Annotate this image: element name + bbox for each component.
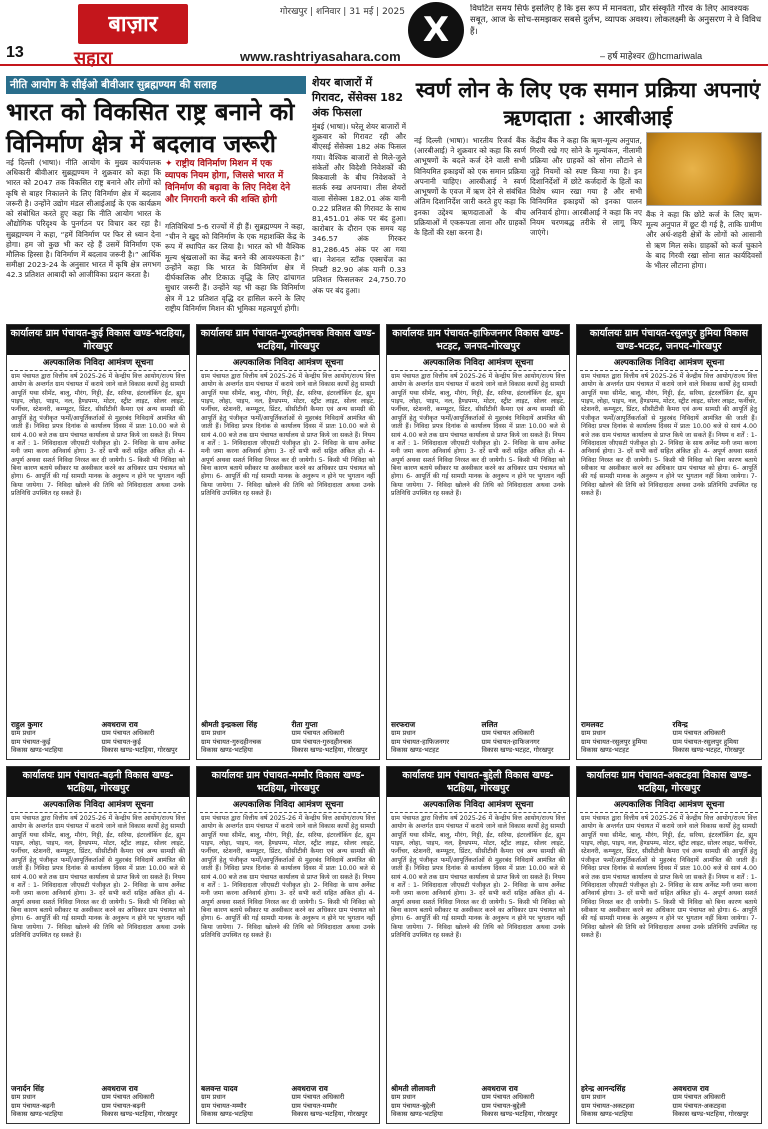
masthead — [0, 0, 768, 69]
signatory-pradhan: राहुल कुमार ग्राम प्रधान ग्राम पंचायत-कुई विकास खण्ड-भटहिया — [11, 719, 63, 755]
notice-body: ग्राम पंचायत द्वारा वित्तीय वर्ष 2025-26 में केन्द्रीय वित्त आयोग/राज्य वित्त आयोग के अन्तर्गत ग्राम पंचायत में कराये जाने वाले विकास कार्यों हेतु सामग्री आपूर्ति यथा सीमेंट, बालू, मौरंग, गिट्टी, ईंट, सरिया, इंटरलॉकिंग ईंट, ह्यूम पाइप, लोहा, पाइप, नल, हैण्डपम्प, मोटर, स्ट्रीट लाइट, सोलर लाइट, फर्नीचर, स्टेशनरी, कम्प्यूटर, प्रिंटर, सीसीटीवी कैमरा एवं अन्य सामग्री की आपूर्ति हेतु पंजीकृत फर्मों/आपूर्तिकर्ताओं से मुहरबंद निविदायें आमंत्रित की जाती हैं। निविदा प्रपत्र दिनांक से कार्यालय दिवस में प्रातः 10.00 बजे से सायं 4.00 बजे तक ग्राम पंचायत कार्यालय से प्राप्त किये जा सकते हैं। नियम व शर्तें : 1- निविदादाता जीएसटी पंजीकृत हो। 2- निविदा के साथ अर्नेस्ट मनी जमा करना अनिवार्य होगा। 3- दरें सभी करों सहित अंकित हों। 4- अपूर्ण अथवा सशर्त निविदा निरस्त कर दी जायेगी। 5- किसी भी निविदा को बिना कारण बताये स्वीकार या अस्वीकार करने का अधिकार ग्राम पंचायत को होगा। 6- आपूर्ति की गई सामग्री मानक के अनुरूप न होने पर भुगतान नहीं किया जायेगा। 7- निविदा खोलने की तिथि को निविदादाता अथवा उनके प्रतिनिधि उपस्थित रह सकते हैं। — [11, 373, 185, 498]
tender-notice — [196, 324, 380, 760]
page-number: 13 — [6, 44, 24, 61]
signatory-officer: अवधराज राव ग्राम पंचायत अधिकारी ग्राम पंचायत-बढ़नी विकास खण्ड-भटहिया, गोरखपुर — [101, 1083, 178, 1119]
notice-title: कार्यालयः ग्राम पंचायत-बुद्देली विकास खण्ड-भटहिया, गोरखपुर — [387, 767, 569, 797]
notice-signatures — [391, 720, 565, 755]
signatory-name: अवधराज राव — [101, 719, 138, 729]
signatory-officer: अवधराज राव ग्राम पंचायत अधिकारी ग्राम पंचायत-कुई विकास खण्ड-भटहिया, गोरखपुर — [101, 719, 178, 755]
signatory-officer: रविन्द्र ग्राम पंचायत अधिकारी ग्राम पंचायत-रसुलपुर हुमिया विकास खण्ड-भटहट, गोरखपुर — [672, 719, 745, 755]
tender-notice — [196, 766, 380, 1124]
notice-title: कार्यालयः ग्राम पंचायत-गुरुदहीनचक विकास खण्ड-भटहिया, गोरखपुर — [197, 325, 379, 355]
section-logo: बाज़ार — [78, 4, 188, 44]
signatory-name: सरफराज — [391, 719, 416, 729]
signatory-name: ललित — [481, 719, 498, 729]
notice-title: कार्यालयः ग्राम पंचायत-अकटहवा विकास खण्ड-भटहिया, गोरखपुर — [577, 767, 761, 797]
site-url[interactable]: www.rashtriyasahara.com — [240, 49, 401, 64]
notice-subtitle: अल्पकालिक निविदा आमंत्रण सूचना — [200, 355, 376, 371]
notice-subtitle: अल्पकालिक निविदा आमंत्रण सूचना — [580, 355, 758, 371]
signatory-pradhan: बलवन्त यादव ग्राम प्रधान ग्राम पंचायत-मम्मौर विकास खण्ड-भटहिया — [201, 1083, 253, 1119]
tender-notice — [386, 766, 570, 1124]
signatory-pradhan: सरफराज ग्राम प्रधान ग्राम पंचायत-हाफिजनगर विकास खण्ड-भटहट — [391, 719, 450, 755]
signatory-officer: रीता गुप्ता ग्राम पंचायत अधिकारी ग्राम पंचायत-गुरुदहीनचक विकास खण्ड-भटहिया, गोरखपुर — [291, 719, 368, 755]
signatory-name: अवधराज राव — [481, 1083, 518, 1093]
story2-headline: शेयर बाजारों में गिरावट, सेंसेक्स 182 अंक फिसला — [312, 76, 404, 119]
signatory-name: श्रीमती इन्द्रकला सिंह — [201, 719, 258, 729]
notice-signatures — [581, 1084, 757, 1119]
signatory-pradhan: हरेन्द्र आनन्दसिंह ग्राम प्रधान ग्राम पंचायत-अकटहवा विकास खण्ड-भटहिया — [581, 1083, 635, 1119]
x-handle: – हर्ष माहेश्वर @hcmariwala — [600, 51, 703, 61]
notice-signatures — [201, 1084, 375, 1119]
notice-subtitle: अल्पकालिक निविदा आमंत्रण सूचना — [10, 797, 186, 813]
signatory-name: रीता गुप्ता — [291, 719, 318, 729]
signatory-name: रामलवट — [581, 719, 604, 729]
story1-headline: भारत को विकसित राष्ट्र बनाने को विनिर्माण क्षेत्र में बदलाव जरूरी — [6, 97, 295, 158]
signatory-name: श्रीमती लीलावती — [391, 1083, 436, 1093]
notice-signatures — [581, 720, 757, 755]
notice-title: कार्यालयः ग्राम पंचायत-रसुलपुर हुमिया विकास खण्ड-भटहट, जनपद-गोरखपुर — [577, 325, 761, 355]
tender-notice — [386, 324, 570, 760]
notice-title: कार्यालयः ग्राम पंचायत-मम्मौर विकास खण्ड-भटहिया, गोरखपुर — [197, 767, 379, 797]
story3-body-col1: नई दिल्ली (भाषा)। भारतीय रिजर्व बैंक (आरबीआई) ने शुक्रवार को कहा कि स्वर्ण आभूषणों के बदले कर्ज देने वाली सभी विनियमित इकाइयों को एक समान प्रक्रिया अपनानी चाहिए। आरबीआई ने स्वर्ण आभूषणों के एवज में ऋण देने से संबंधित अंतिम दिशानिर्देश जारी करते हुए कहा कि इनका उद्देश्य ऋणदाताओं के बीच प्रक्रियाओं में एकरूपता लाना और ग्राहकों के हितों की रक्षा करना है। — [414, 136, 526, 237]
notice-signatures — [11, 1084, 185, 1119]
signatory-name: जनार्दन सिंह — [11, 1083, 44, 1093]
notice-signatures — [391, 1084, 565, 1119]
story3-headline: स्वर्ण लोन के लिए एक समान प्रक्रिया अपनाएं ऋणदाता : आरबीआई — [415, 77, 761, 131]
story1-body-col2: गतिविधियां 5-6 राज्यों में ही हैं। सुब्रह्मण्यम ने कहा, “चीन ने खुद को विनिर्माण के एक महाशक्ति केंद्र के रूप में स्थापित कर लिया है। भारत को भी वैश्विक मूल्य श्रृंखलाओं का केंद्र बनने की आवश्यकता है।” उन्होंने कहा कि भारत के विनिर्माण क्षेत्र में दीर्घकालिक और टिकाऊ वृद्धि के लिए ढांचागत सुधार जरूरी हैं। उन्होंने यह भी कहा कि विनिर्माण क्षेत्र में 12 प्रतिशत वृद्धि दर हासिल करने के लिए राष्ट्रीय विनिर्माण मिशन की भूमिका महत्वपूर्ण होगी। — [165, 222, 305, 313]
signatory-pradhan: श्रीमती लीलावती ग्राम प्रधान ग्राम पंचायत-बुद्देली विकास खण्ड-भटहिया — [391, 1083, 443, 1119]
tender-notice — [6, 324, 190, 760]
tender-notice — [576, 324, 762, 760]
notice-subtitle: अल्पकालिक निविदा आमंत्रण सूचना — [390, 355, 566, 371]
notice-signatures — [201, 720, 375, 755]
signatory-name: अवधराज राव — [291, 1083, 328, 1093]
story1-body-col1: नई दिल्ली (भाषा)। नीति आयोग के मुख्य कार्यपालक अधिकारी बीवीआर सुब्रह्मण्यम ने शुक्रवार को कहा कि भारत को 2047 तक विकसित राष्ट्र बनाने और लोगों को कृषि से बाहर निकालने के लिए विनिर्माण क्षेत्र में बदलाव जरूरी है। उन्होंने उद्योग मंडल सीआईआई के एक कार्यक्रम को संबोधित करते हुए कहा कि नीति आयोग भारत के औद्योगिक परिदृश्य के पुनर्गठन पर विचार कर रहा है। सुब्रह्मण्यम ने कहा, “हमें विनिर्माण पर फिर से ध्यान देना होगा। हम जो कुछ भी कर रहे हैं उसमें विनिर्माण एक मौलिक हिस्सा है। विनिर्माण में बदलाव जरूरी है।” आर्थिक समीक्षा 2023-24 के अनुसार भारत में कृषि क्षेत्र लगभग 42.3 प्रतिशत आबादी को आजीविका प्रदान करता है। — [6, 158, 161, 280]
story3-body-col2: केंद्रीय बैंक ने कहा कि ऋण-मूल्य अनुपात, गिरवी रखे गए सोने के मूल्यांकन, नीलामी प्रक्रिया और ग्राहकों को सोना लौटाने से जुड़े नियमों को स्पष्ट किया गया है। इन दिशानिर्देशों में छोटे कर्जदारों के हितों का विशेष ध्यान रखा गया है और सभी विनियमित इकाइयों को इनका पालन अनिवार्य होगा। आरबीआई ने कहा कि नए नियम चरणबद्ध तरीके से लागू किए जाएंगे। — [530, 136, 642, 237]
signatory-officer: ललित ग्राम पंचायत अधिकारी ग्राम पंचायत-हाफिजनगर विकास खण्ड-भटहट, गोरखपुर — [481, 719, 554, 755]
story3-body-col3: बैंक ने कहा कि छोटे कर्ज के लिए ऋण-मूल्य अनुपात में छूट दी गई है, ताकि ग्रामीण और अर्ध-शहरी क्षेत्रों के लोगों को आसानी से ऋण मिल सके। ग्राहकों को कर्ज चुकाने के बाद गिरवी रखा सोना सात कार्यदिवसों के भीतर लौटाना होगा। — [646, 210, 762, 271]
story2-body: मुंबई (भाषा)। घरेलू शेयर बाजारों में शुक्रवार को गिरावट रही और बीएसई सेंसेक्स 182 अंक फिसल गया। वैश्विक बाजारों से मिले-जुले संकेतों और विदेशी निवेशकों की बिकवाली के बीच निवेशकों ने सतर्क रुख अपनाया। तीस शेयरों वाला सेंसेक्स 182.01 अंक यानी 0.22 प्रतिशत की गिरावट के साथ 81,451.01 अंक पर बंद हुआ। कारोबार के दौरान एक समय यह 346.57 अंक गिरकर 81,286.45 अंक पर आ गया था। नेशनल स्टॉक एक्सचेंज का निफ्टी 82.90 अंक यानी 0.33 प्रतिशत फिसलकर 24,750.70 अंक पर बंद हुआ। — [312, 122, 406, 295]
tender-notice — [576, 766, 762, 1124]
signatory-pradhan: रामलवट ग्राम प्रधान ग्राम पंचायत-रसुलपुर हुमिया विकास खण्ड-भटहट — [581, 719, 647, 755]
brand-logo: सहारा — [74, 48, 113, 69]
signatory-name: अवधराज राव — [672, 1083, 709, 1093]
signatory-pradhan: श्रीमती इन्द्रकला सिंह ग्राम प्रधान ग्राम पंचायत-गुरुदहीनचक विकास खण्ड-भटहिया — [201, 719, 262, 755]
story1-kicker: नीति आयोग के सीईओ बीवीआर सुब्रह्मण्यम की सलाह — [6, 76, 306, 94]
signatory-officer: अवधराज राव ग्राम पंचायत अधिकारी ग्राम पंचायत-मम्मौर विकास खण्ड-भटहिया, गोरखपुर — [291, 1083, 368, 1119]
notice-body: ग्राम पंचायत द्वारा वित्तीय वर्ष 2025-26 में केन्द्रीय वित्त आयोग/राज्य वित्त आयोग के अन्तर्गत ग्राम पंचायत में कराये जाने वाले विकास कार्यों हेतु सामग्री आपूर्ति यथा सीमेंट, बालू, मौरंग, गिट्टी, ईंट, सरिया, इंटरलॉकिंग ईंट, ह्यूम पाइप, लोहा, पाइप, नल, हैण्डपम्प, मोटर, स्ट्रीट लाइट, सोलर लाइट, फर्नीचर, स्टेशनरी, कम्प्यूटर, प्रिंटर, सीसीटीवी कैमरा एवं अन्य सामग्री की आपूर्ति हेतु पंजीकृत फर्मों/आपूर्तिकर्ताओं से मुहरबंद निविदायें आमंत्रित की जाती हैं। निविदा प्रपत्र दिनांक से कार्यालय दिवस में प्रातः 10.00 बजे से सायं 4.00 बजे तक ग्राम पंचायत कार्यालय से प्राप्त किये जा सकते हैं। नियम व शर्तें : 1- निविदादाता जीएसटी पंजीकृत हो। 2- निविदा के साथ अर्नेस्ट मनी जमा करना अनिवार्य होगा। 3- दरें सभी करों सहित अंकित हों। 4- अपूर्ण अथवा सशर्त निविदा निरस्त कर दी जायेगी। 5- किसी भी निविदा को बिना कारण बताये स्वीकार या अस्वीकार करने का अधिकार ग्राम पंचायत को होगा। 6- आपूर्ति की गई सामग्री मानक के अनुरूप न होने पर भुगतान नहीं किया जायेगा। 7- निविदा खोलने की तिथि को निविदादाता अथवा उनके प्रतिनिधि उपस्थित रह सकते हैं। — [11, 815, 185, 940]
notice-subtitle: अल्पकालिक निविदा आमंत्रण सूचना — [390, 797, 566, 813]
gold-jewellery-image — [646, 132, 762, 206]
signatory-name: बलवन्त यादव — [201, 1083, 238, 1093]
notice-body: ग्राम पंचायत द्वारा वित्तीय वर्ष 2025-26 में केन्द्रीय वित्त आयोग/राज्य वित्त आयोग के अन्तर्गत ग्राम पंचायत में कराये जाने वाले विकास कार्यों हेतु सामग्री आपूर्ति यथा सीमेंट, बालू, मौरंग, गिट्टी, ईंट, सरिया, इंटरलॉकिंग ईंट, ह्यूम पाइप, लोहा, पाइप, नल, हैण्डपम्प, मोटर, स्ट्रीट लाइट, सोलर लाइट, फर्नीचर, स्टेशनरी, कम्प्यूटर, प्रिंटर, सीसीटीवी कैमरा एवं अन्य सामग्री की आपूर्ति हेतु पंजीकृत फर्मों/आपूर्तिकर्ताओं से मुहरबंद निविदायें आमंत्रित की जाती हैं। निविदा प्रपत्र दिनांक से कार्यालय दिवस में प्रातः 10.00 बजे से सायं 4.00 बजे तक ग्राम पंचायत कार्यालय से प्राप्त किये जा सकते हैं। नियम व शर्तें : 1- निविदादाता जीएसटी पंजीकृत हो। 2- निविदा के साथ अर्नेस्ट मनी जमा करना अनिवार्य होगा। 3- दरें सभी करों सहित अंकित हों। 4- अपूर्ण अथवा सशर्त निविदा निरस्त कर दी जायेगी। 5- किसी भी निविदा को बिना कारण बताये स्वीकार या अस्वीकार करने का अधिकार ग्राम पंचायत को होगा। 6- आपूर्ति की गई सामग्री मानक के अनुरूप न होने पर भुगतान नहीं किया जायेगा। 7- निविदा खोलने की तिथि को निविदादाता अथवा उनके प्रतिनिधि उपस्थित रह सकते हैं। — [391, 815, 565, 940]
signatory-pradhan: जनार्दन सिंह ग्राम प्रधान ग्राम पंचायत-बढ़नी विकास खण्ड-भटहिया — [11, 1083, 63, 1119]
tender-notice — [6, 766, 190, 1124]
signatory-officer: अवधराज राव ग्राम पंचायत अधिकारी ग्राम पंचायत-अकटहवा विकास खण्ड-भटहिया, गोरखपुर — [672, 1083, 749, 1119]
notice-title: कार्यालयः ग्राम पंचायत-बढ़नी विकास खण्ड-भटहिया, गोरखपुर — [7, 767, 189, 797]
notice-body: ग्राम पंचायत द्वारा वित्तीय वर्ष 2025-26 में केन्द्रीय वित्त आयोग/राज्य वित्त आयोग के अन्तर्गत ग्राम पंचायत में कराये जाने वाले विकास कार्यों हेतु सामग्री आपूर्ति यथा सीमेंट, बालू, मौरंग, गिट्टी, ईंट, सरिया, इंटरलॉकिंग ईंट, ह्यूम पाइप, लोहा, पाइप, नल, हैण्डपम्प, मोटर, स्ट्रीट लाइट, सोलर लाइट, फर्नीचर, स्टेशनरी, कम्प्यूटर, प्रिंटर, सीसीटीवी कैमरा एवं अन्य सामग्री की आपूर्ति हेतु पंजीकृत फर्मों/आपूर्तिकर्ताओं से मुहरबंद निविदायें आमंत्रित की जाती हैं। निविदा प्रपत्र दिनांक से कार्यालय दिवस में प्रातः 10.00 बजे से सायं 4.00 बजे तक ग्राम पंचायत कार्यालय से प्राप्त किये जा सकते हैं। नियम व शर्तें : 1- निविदादाता जीएसटी पंजीकृत हो। 2- निविदा के साथ अर्नेस्ट मनी जमा करना अनिवार्य होगा। 3- दरें सभी करों सहित अंकित हों। 4- अपूर्ण अथवा सशर्त निविदा निरस्त कर दी जायेगी। 5- किसी भी निविदा को बिना कारण बताये स्वीकार या अस्वीकार करने का अधिकार ग्राम पंचायत को होगा। 6- आपूर्ति की गई सामग्री मानक के अनुरूप न होने पर भुगतान नहीं किया जायेगा। 7- निविदा खोलने की तिथि को निविदादाता अथवा उनके प्रतिनिधि उपस्थित रह सकते हैं। — [391, 373, 565, 498]
signatory-officer: अवधराज राव ग्राम पंचायत अधिकारी ग्राम पंचायत-बुद्देली विकास खण्ड-भटहिया, गोरखपुर — [481, 1083, 558, 1119]
notice-subtitle: अल्पकालिक निविदा आमंत्रण सूचना — [200, 797, 376, 813]
notice-subtitle: अल्पकालिक निविदा आमंत्रण सूचना — [580, 797, 758, 813]
notice-signatures — [11, 720, 185, 755]
notice-body: ग्राम पंचायत द्वारा वित्तीय वर्ष 2025-26 में केन्द्रीय वित्त आयोग/राज्य वित्त आयोग के अन्तर्गत ग्राम पंचायत में कराये जाने वाले विकास कार्यों हेतु सामग्री आपूर्ति यथा सीमेंट, बालू, मौरंग, गिट्टी, ईंट, सरिया, इंटरलॉकिंग ईंट, ह्यूम पाइप, लोहा, पाइप, नल, हैण्डपम्प, मोटर, स्ट्रीट लाइट, सोलर लाइट, फर्नीचर, स्टेशनरी, कम्प्यूटर, प्रिंटर, सीसीटीवी कैमरा एवं अन्य सामग्री की आपूर्ति हेतु पंजीकृत फर्मों/आपूर्तिकर्ताओं से मुहरबंद निविदायें आमंत्रित की जाती हैं। निविदा प्रपत्र दिनांक से कार्यालय दिवस में प्रातः 10.00 बजे से सायं 4.00 बजे तक ग्राम पंचायत कार्यालय से प्राप्त किये जा सकते हैं। नियम व शर्तें : 1- निविदादाता जीएसटी पंजीकृत हो। 2- निविदा के साथ अर्नेस्ट मनी जमा करना अनिवार्य होगा। 3- दरें सभी करों सहित अंकित हों। 4- अपूर्ण अथवा सशर्त निविदा निरस्त कर दी जायेगी। 5- किसी भी निविदा को बिना कारण बताये स्वीकार या अस्वीकार करने का अधिकार ग्राम पंचायत को होगा। 6- आपूर्ति की गई सामग्री मानक के अनुरूप न होने पर भुगतान नहीं किया जायेगा। 7- निविदा खोलने की तिथि को निविदादाता अथवा उनके प्रतिनिधि उपस्थित रह सकते हैं। — [581, 815, 757, 940]
notice-subtitle: अल्पकालिक निविदा आमंत्रण सूचना — [10, 355, 186, 371]
notice-title: कार्यालयः ग्राम पंचायत-कुई विकास खण्ड-भटहिया, गोरखपुर — [7, 325, 189, 355]
notice-body: ग्राम पंचायत द्वारा वित्तीय वर्ष 2025-26 में केन्द्रीय वित्त आयोग/राज्य वित्त आयोग के अन्तर्गत ग्राम पंचायत में कराये जाने वाले विकास कार्यों हेतु सामग्री आपूर्ति यथा सीमेंट, बालू, मौरंग, गिट्टी, ईंट, सरिया, इंटरलॉकिंग ईंट, ह्यूम पाइप, लोहा, पाइप, नल, हैण्डपम्प, मोटर, स्ट्रीट लाइट, सोलर लाइट, फर्नीचर, स्टेशनरी, कम्प्यूटर, प्रिंटर, सीसीटीवी कैमरा एवं अन्य सामग्री की आपूर्ति हेतु पंजीकृत फर्मों/आपूर्तिकर्ताओं से मुहरबंद निविदायें आमंत्रित की जाती हैं। निविदा प्रपत्र दिनांक से कार्यालय दिवस में प्रातः 10.00 बजे से सायं 4.00 बजे तक ग्राम पंचायत कार्यालय से प्राप्त किये जा सकते हैं। नियम व शर्तें : 1- निविदादाता जीएसटी पंजीकृत हो। 2- निविदा के साथ अर्नेस्ट मनी जमा करना अनिवार्य होगा। 3- दरें सभी करों सहित अंकित हों। 4- अपूर्ण अथवा सशर्त निविदा निरस्त कर दी जायेगी। 5- किसी भी निविदा को बिना कारण बताये स्वीकार या अस्वीकार करने का अधिकार ग्राम पंचायत को होगा। 6- आपूर्ति की गई सामग्री मानक के अनुरूप न होने पर भुगतान नहीं किया जायेगा। 7- निविदा खोलने की तिथि को निविदादाता अथवा उनके प्रतिनिधि उपस्थित रह सकते हैं। — [201, 815, 375, 940]
notice-body: ग्राम पंचायत द्वारा वित्तीय वर्ष 2025-26 में केन्द्रीय वित्त आयोग/राज्य वित्त आयोग के अन्तर्गत ग्राम पंचायत में कराये जाने वाले विकास कार्यों हेतु सामग्री आपूर्ति यथा सीमेंट, बालू, मौरंग, गिट्टी, ईंट, सरिया, इंटरलॉकिंग ईंट, ह्यूम पाइप, लोहा, पाइप, नल, हैण्डपम्प, मोटर, स्ट्रीट लाइट, सोलर लाइट, फर्नीचर, स्टेशनरी, कम्प्यूटर, प्रिंटर, सीसीटीवी कैमरा एवं अन्य सामग्री की आपूर्ति हेतु पंजीकृत फर्मों/आपूर्तिकर्ताओं से मुहरबंद निविदायें आमंत्रित की जाती हैं। निविदा प्रपत्र दिनांक से कार्यालय दिवस में प्रातः 10.00 बजे से सायं 4.00 बजे तक ग्राम पंचायत कार्यालय से प्राप्त किये जा सकते हैं। नियम व शर्तें : 1- निविदादाता जीएसटी पंजीकृत हो। 2- निविदा के साथ अर्नेस्ट मनी जमा करना अनिवार्य होगा। 3- दरें सभी करों सहित अंकित हों। 4- अपूर्ण अथवा सशर्त निविदा निरस्त कर दी जायेगी। 5- किसी भी निविदा को बिना कारण बताये स्वीकार या अस्वीकार करने का अधिकार ग्राम पंचायत को होगा। 6- आपूर्ति की गई सामग्री मानक के अनुरूप न होने पर भुगतान नहीं किया जायेगा। 7- निविदा खोलने की तिथि को निविदादाता अथवा उनके प्रतिनिधि उपस्थित रह सकते हैं। — [581, 373, 757, 498]
signatory-name: रविन्द्र — [672, 719, 688, 729]
x-quote: विघटित समय सिर्फ इसलिए है कि इस रूप में मानवता, प्रौर संस्कृति गौरव के लिए आवश्यक सबूत, आज के सोच-समझकर सबसे दुर्लभ, व्यापक अवश्य। लोकलक्ष्मी के अनुसरण ने वे विविध हैं। — [470, 4, 762, 37]
signatory-name: अवधराज राव — [101, 1083, 138, 1093]
x-logo-icon: X — [408, 2, 464, 58]
notice-title: कार्यालयः ग्राम पंचायत-हाफिजनगर विकास खण्ड-भटहट, जनपद-गोरखपुर — [387, 325, 569, 355]
notice-body: ग्राम पंचायत द्वारा वित्तीय वर्ष 2025-26 में केन्द्रीय वित्त आयोग/राज्य वित्त आयोग के अन्तर्गत ग्राम पंचायत में कराये जाने वाले विकास कार्यों हेतु सामग्री आपूर्ति यथा सीमेंट, बालू, मौरंग, गिट्टी, ईंट, सरिया, इंटरलॉकिंग ईंट, ह्यूम पाइप, लोहा, पाइप, नल, हैण्डपम्प, मोटर, स्ट्रीट लाइट, सोलर लाइट, फर्नीचर, स्टेशनरी, कम्प्यूटर, प्रिंटर, सीसीटीवी कैमरा एवं अन्य सामग्री की आपूर्ति हेतु पंजीकृत फर्मों/आपूर्तिकर्ताओं से मुहरबंद निविदायें आमंत्रित की जाती हैं। निविदा प्रपत्र दिनांक से कार्यालय दिवस में प्रातः 10.00 बजे से सायं 4.00 बजे तक ग्राम पंचायत कार्यालय से प्राप्त किये जा सकते हैं। नियम व शर्तें : 1- निविदादाता जीएसटी पंजीकृत हो। 2- निविदा के साथ अर्नेस्ट मनी जमा करना अनिवार्य होगा। 3- दरें सभी करों सहित अंकित हों। 4- अपूर्ण अथवा सशर्त निविदा निरस्त कर दी जायेगी। 5- किसी भी निविदा को बिना कारण बताये स्वीकार या अस्वीकार करने का अधिकार ग्राम पंचायत को होगा। 6- आपूर्ति की गई सामग्री मानक के अनुरूप न होने पर भुगतान नहीं किया जायेगा। 7- निविदा खोलने की तिथि को निविदादाता अथवा उनके प्रतिनिधि उपस्थित रह सकते हैं। — [201, 373, 375, 498]
story1-pull-quote: ✦ राष्ट्रीय विनिर्माण मिशन में एक व्यापक नियम होगा, जिससे भारत में विनिर्माण की बढ़ावा के लिए निदेश देने और निगरानी करने की शक्ति होगी — [165, 159, 291, 206]
signatory-name: राहुल कुमार — [11, 719, 43, 729]
dateline: गोरखपुर | शनिवार | 31 मई | 2025 — [280, 7, 405, 17]
signatory-name: हरेन्द्र आनन्दसिंह — [581, 1083, 626, 1093]
